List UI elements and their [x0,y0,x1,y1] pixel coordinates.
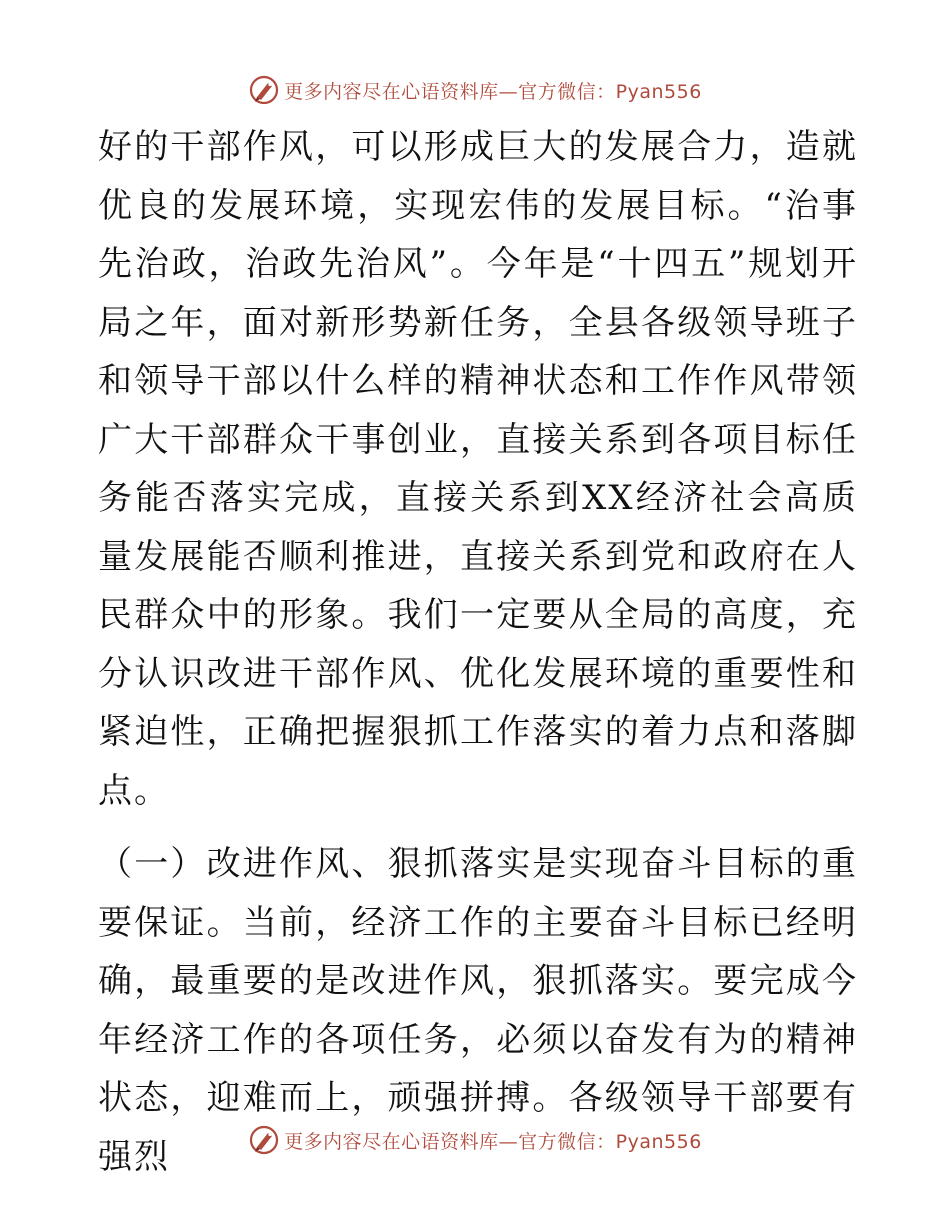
paragraph: （一）改进作风、狠抓落实是实现奋斗目标的重要保证。当前，经济工作的主要奋斗目标已经明确，最重要的是改进作风，狠抓落实。要完成今年经济工作的各项任务，必须以奋发有为的精神状态，迎难而上，顽强拼搏。各级领导干部要有强烈 [98,844,858,1177]
pen-logo-icon [248,1124,280,1156]
paragraph: 好的干部作风，可以形成巨大的发展合力，造就优良的发展环境，实现宏伟的发展目标。“治事先治政，治政先治风”。今年是“十四五”规划开局之年，面对新形势新任务，全县各级领导班子和领导干部以什么样的精神状态和工作作风带领广大干部群众干事创业，直接关系到各项目标任务能否落实完成，直接关系到XX经济社会高质量发展能否顺利推进，直接关系到党和政府在人民群众中的形象。我们一定要从全局的高度，充分认识改进干部作风、优化发展环境的重要性和紧迫性，正确把握狠抓工作落实的着力点和落脚点。 [98,127,858,811]
watermark-label: 更多内容尽在心语资料库—官方微信： [284,80,616,103]
footer-watermark [0,1122,950,1158]
watermark-handle: Pyan556 [615,80,702,103]
document-body [98,118,858,1186]
watermark-text [284,77,702,104]
watermark-label: 更多内容尽在心语资料库—官方微信： [284,1130,616,1153]
watermark-handle: Pyan556 [615,1130,702,1153]
header-watermark [0,72,950,108]
watermark-text [284,1127,702,1154]
pen-logo-icon [248,74,280,106]
